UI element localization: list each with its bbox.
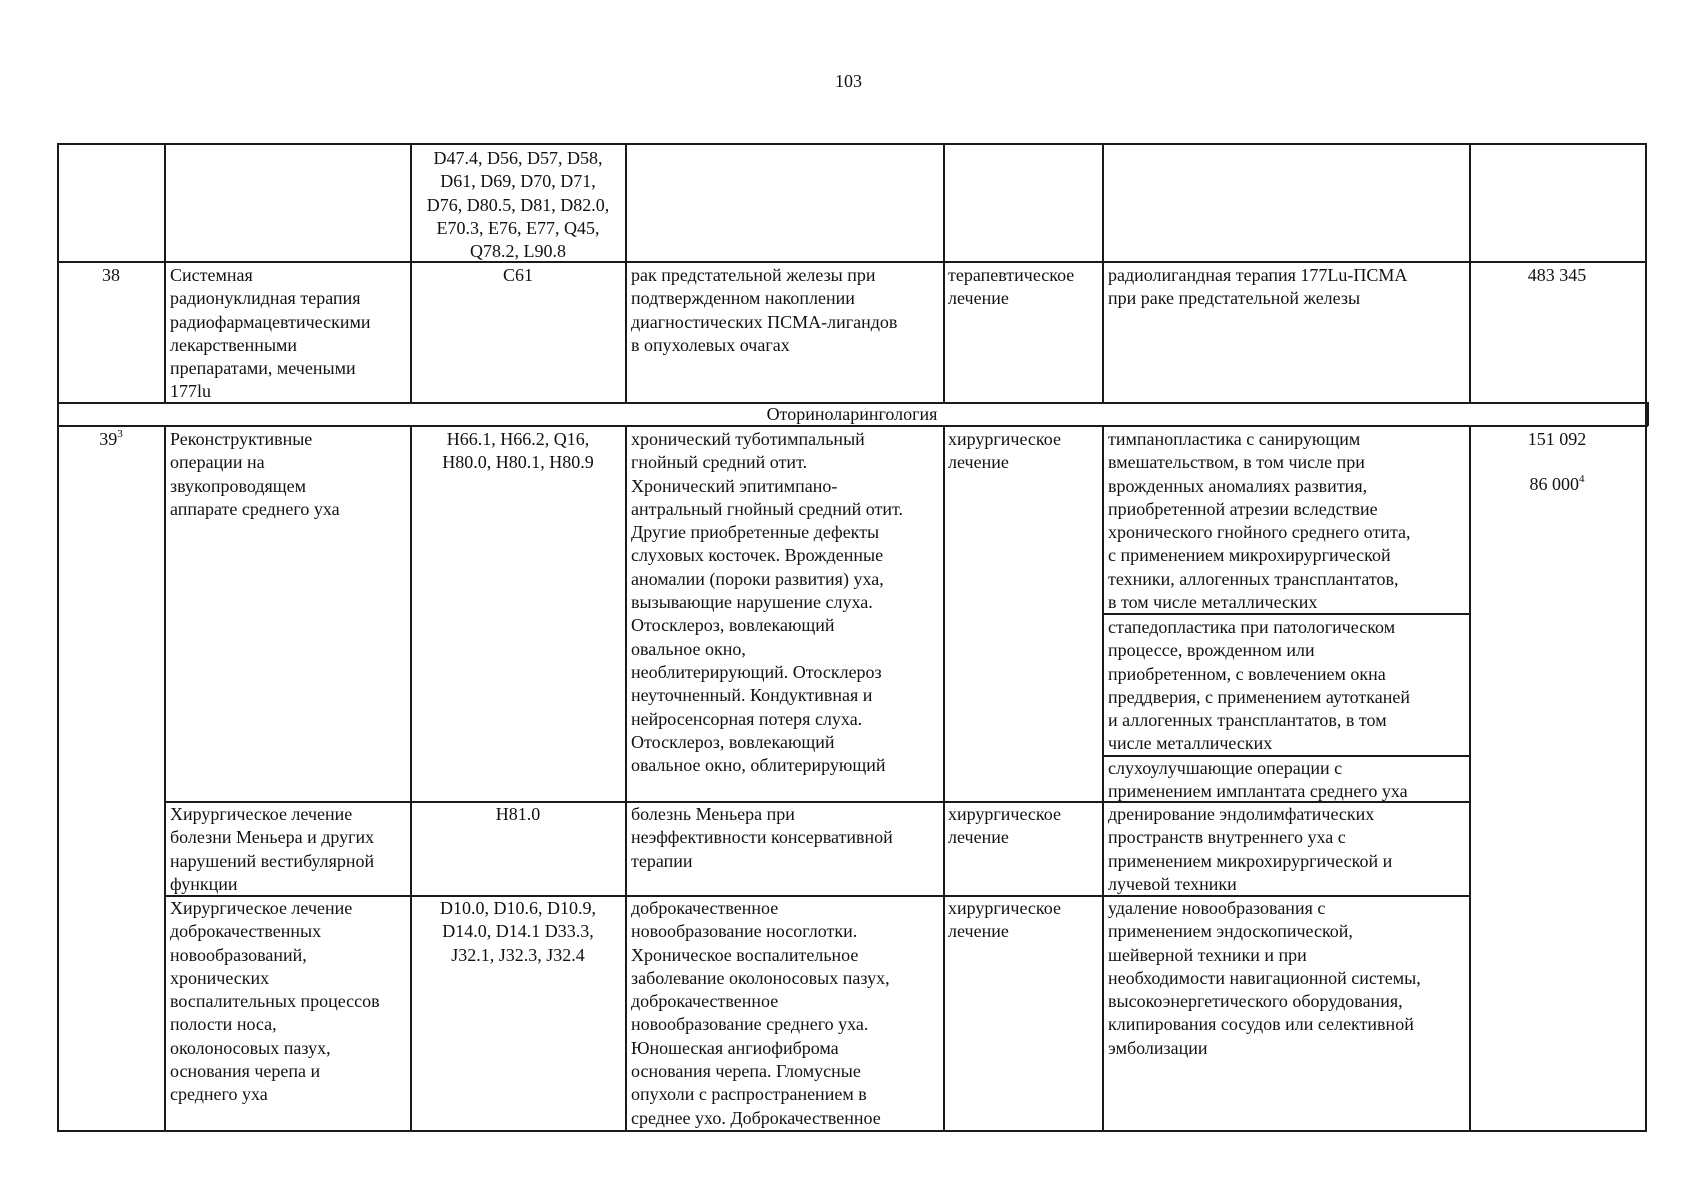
row-39-cost-2-text: 86 000 [1529,474,1579,494]
row-39-footnote-mark: 3 [117,428,123,440]
row-38-kind: терапевтическое лечение [948,265,1075,309]
col-divider-5-upper [1102,143,1104,403]
cont-codes-cell: D47.4, D56, D57, D58, D61, D69, D70, D71, D76, D80.5, D81, D82.0, E70.3, E76, E77, Q45, Q78.2, L90.8 [426,148,610,262]
col-divider-3-upper [625,143,627,403]
row-39-cost-2 [1471,473,1643,496]
row-38-top-border [57,261,1646,263]
row-39b-method: дренирование эндолимфатических пространств внутреннего уха с применением микрохирургической и лучевой техники [1108,804,1393,894]
row-39b-name: Хирургическое лечение болезни Меньера и других нарушений вестибулярной функции [170,804,375,894]
col-divider-2-lower [410,425,412,1132]
row-38-codes: C61 [502,265,533,285]
row-39a-method-3: слухоулучшающие операции с применением имплантата среднего уха [1108,758,1408,802]
section-title: Оториноларингология [766,404,938,424]
col-divider-1-lower [164,425,166,1132]
row-39c-method: удаление новообразования с применением эндоскопической, шейверной техники и при необходимости навигационной системы, высокоэнергетического оборудования, клипирования сосудов или селективной эмболизации [1108,898,1421,1058]
row-39c-model: доброкачественное новообразование носоглотки. Хроническое воспалительное заболевание околоносовых пазух, доброкачественное новообразование среднего уха. Юношеская ангиофиброма основания черепа. Гломусные опухоли с распространением в среднее ухо. Доброкачественное [631,898,890,1128]
table-bottom-border [57,1130,1646,1132]
row-39-cost-1: 151 092 [1527,429,1587,449]
row-39c-codes: D10.0, D10.6, D10.9, D14.0, D14.1 D33.3, J32.1, J32.3, J32.4 [440,898,596,965]
table-left-border [57,143,59,1132]
row-39-number [59,428,163,451]
row-39c-kind: хирургическое лечение [948,898,1061,942]
table-top-border [57,143,1646,145]
row-39-number-text: 39 [99,429,118,449]
row-39a-model: хронический туботимпальный гнойный средний отит. Хронический эпитимпано- антральный гнойный средний отит. Другие приобретенные дефекты слуховых косточек. Врожденные аномалии (пороки развития) уха, вызывающие нарушение слуха. Отосклероз, вовлекающий овальное окно, необлитерирующий. Отосклероз неуточненный. Кондуктивная и нейросенсорная потеря слуха. Отосклероз, вовлекающий овальное окно, облитерирующий [631,429,903,776]
row-39b-model: болезнь Меньера при неэффективности консервативной терапии [631,804,893,871]
col-divider-3-lower [625,425,627,1132]
row-39-cost-2-footnote-mark: 4 [1579,473,1585,485]
row-38-name: Системная радионуклидная терапия радиофармацевтическими лекарственными препаратами, мечеными 177lu [170,265,371,402]
row-39a-method-2: стапедопластика при патологическом процессе, врожденном или приобретенном, с вовлечением окна преддверия, с применением аутотканей и аллогенных трансплантатов, в том числе металлических [1108,617,1410,754]
row-38-cost: 483 345 [1527,265,1587,285]
col-divider-4-lower [943,425,945,1132]
col-divider-5-lower [1102,425,1104,1132]
row-39c-name: Хирургическое лечение доброкачественных новообразований, хронических воспалительных процессов полости носа, околоносовых пазух, основания черепа и среднего уха [170,898,380,1105]
row-39a-kind: хирургическое лечение [948,429,1061,473]
col-divider-6-lower [1469,425,1471,1132]
row-39b-kind: хирургическое лечение [948,804,1061,848]
col-divider-4-upper [943,143,945,403]
section-right-border [1647,402,1649,426]
row-38-number: 38 [102,265,120,285]
table-right-border [1645,143,1647,1132]
row-38-method: радиолигандная терапия 177Lu-ПСМА при раке предстательной железы [1108,265,1408,309]
row-39a-codes: H66.1, H66.2, Q16, H80.0, H80.1, H80.9 [442,429,594,473]
page-number: 103 [835,71,862,91]
row-38-model: рак предстательной железы при подтвержденном накоплении диагностических ПСМА-лигандов в опухолевых очагах [631,265,898,355]
col-divider-1-upper [164,143,166,403]
row-39b-codes: H81.0 [495,804,541,824]
row-39a-name: Реконструктивные операции на звукопроводящем аппарате среднего уха [170,429,340,519]
row-39a-method-1: тимпанопластика с санирующим вмешательством, в том числе при врожденных аномалиях развития, приобретенной атрезии вследствие хронического гнойного среднего отита, с применением микрохирургической техники, аллогенных трансплантатов, в том числе металлических [1108,429,1411,613]
